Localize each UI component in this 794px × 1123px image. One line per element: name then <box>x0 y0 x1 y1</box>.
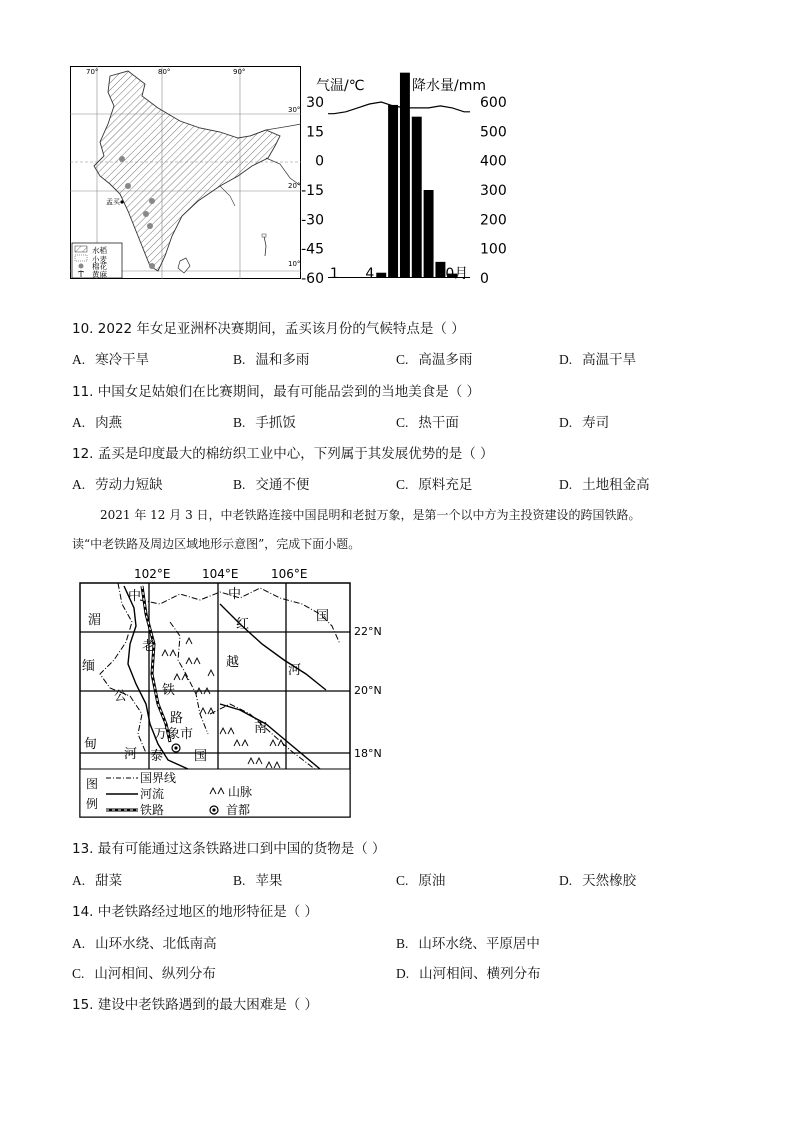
q11-option-b[interactable]: B. 手抓饭 <box>233 415 296 431</box>
y-right-tick: 600 <box>480 95 507 111</box>
label-lu: 路 <box>170 711 184 726</box>
y-left-tick: -45 <box>301 241 324 258</box>
q13-option-d[interactable]: D. 天然橡胶 <box>559 873 637 889</box>
lon-label-104: 104°E <box>202 567 239 581</box>
city-label-mumbai: 孟买 <box>106 198 120 206</box>
q13-option-c[interactable]: C. 原油 <box>396 873 446 889</box>
lat-label-20: 20° <box>288 182 301 190</box>
q15-stem: 15. 建设中老铁路遇到的最大困难是（ ） <box>72 997 319 1013</box>
q14-stem: 14. 中老铁路经过地区的地形特征是（ ） <box>72 904 319 920</box>
legend-railway: 铁路 <box>140 803 165 817</box>
y-left-tick: -15 <box>301 183 324 199</box>
legend-cotton: 棉花 <box>92 262 107 271</box>
label-tai: 泰 <box>150 749 164 764</box>
y-left-tick: -60 <box>301 271 324 287</box>
precip-bar <box>400 73 410 278</box>
label-nan: 南 <box>254 721 268 736</box>
lon-label-106: 106°E <box>271 567 308 581</box>
q11-option-c[interactable]: C. 热干面 <box>396 415 459 431</box>
q12-option-d[interactable]: D. 土地租金高 <box>559 477 650 493</box>
y-right-tick: 500 <box>480 124 507 141</box>
y-right-tick: 200 <box>480 212 507 229</box>
temperature-line <box>328 102 470 114</box>
label-zhong-2: 中 <box>228 587 242 602</box>
q11-option-a[interactable]: A. 肉燕 <box>72 415 123 431</box>
label-hong: 红 <box>236 617 250 632</box>
q13-option-b[interactable]: B. 苹果 <box>233 873 283 889</box>
q12-option-a[interactable]: A. 劳动力短缺 <box>72 477 163 493</box>
x-tick: 7 <box>400 266 410 282</box>
q11-option-d[interactable]: D. 寿司 <box>559 415 610 431</box>
q13-option-a[interactable]: A. 甜菜 <box>72 873 123 889</box>
y-right-tick: 100 <box>480 241 507 258</box>
x-tick: 1 <box>329 266 339 282</box>
legend-title-1: 图 <box>86 777 99 791</box>
y-left-tick: 30 <box>306 95 324 111</box>
label-zhong-1: 中 <box>128 589 142 604</box>
india-map <box>70 66 302 280</box>
q10-option-c[interactable]: C. 高温多雨 <box>396 352 473 368</box>
q13-stem: 13. 最有可能通过这条铁路进口到中国的货物是（ ） <box>72 841 386 857</box>
lat-label-30: 30° <box>288 106 301 114</box>
legend-title-2: 例 <box>86 797 99 811</box>
label-mian-1: 湄 <box>88 613 102 628</box>
y-left-label: 气温/℃ <box>316 78 365 94</box>
q10-option-b[interactable]: B. 温和多雨 <box>233 352 310 368</box>
y-left-tick: -30 <box>301 212 324 229</box>
legend-wheat: 小麦 <box>92 255 107 264</box>
q12-stem: 12. 孟买是印度最大的棉纺织工业中心，下列属于其发展优势的是（ ） <box>72 446 494 462</box>
lat-label-20: 20°N <box>354 684 382 697</box>
y-left-tick: 15 <box>306 124 324 141</box>
climate-chart <box>301 66 507 287</box>
legend-jute: 黄麻 <box>92 270 107 279</box>
q14-option-a[interactable]: A. 山环水绕、北低南高 <box>72 936 217 952</box>
label-yue: 越 <box>226 655 240 670</box>
label-lao: 老 <box>142 639 156 654</box>
legend-mountain: 山脉 <box>228 785 253 799</box>
lat-label-22: 22°N <box>354 625 382 638</box>
q10-option-d[interactable]: D. 高温干旱 <box>559 352 637 368</box>
passage-line-1: 2021 年 12 月 3 日，中老铁路连接中国昆明和老挝万象，是第一个以中方为主投资建设的跨国铁路。 <box>100 508 641 522</box>
q12-option-c[interactable]: C. 原料充足 <box>396 477 473 493</box>
label-he-2: 河 <box>288 663 302 678</box>
q10-option-a[interactable]: A. 寒冷干旱 <box>72 352 150 368</box>
q14-option-d[interactable]: D. 山河相间、横列分布 <box>396 966 541 982</box>
label-guo-1: 国 <box>316 609 330 624</box>
label-he-1: 河 <box>124 747 138 762</box>
label-capital: 万象市 <box>154 727 194 742</box>
y-right-tick: 0 <box>480 271 489 287</box>
label-dian: 甸 <box>84 737 98 752</box>
legend-capital: 首都 <box>226 803 251 817</box>
q11-stem: 11. 中国女足姑娘们在比赛期间，最有可能品尝到的当地美食是（ ） <box>72 384 481 400</box>
q14-option-b[interactable]: B. 山环水绕、平原居中 <box>396 936 540 952</box>
y-right-label: 降水量/mm <box>412 78 486 94</box>
x-tick: 4 <box>365 266 375 282</box>
precip-bar <box>412 117 422 278</box>
lat-label-10: 10° <box>288 260 301 268</box>
q14-option-c[interactable]: C. 山河相间、纵列分布 <box>72 966 216 982</box>
legend-border: 国界线 <box>140 771 177 785</box>
y-left-tick: 0 <box>315 153 324 170</box>
label-gong: 公 <box>114 689 128 704</box>
lon-label-70: 70° <box>86 68 99 76</box>
lat-label-18: 18°N <box>354 747 382 760</box>
precip-bar <box>388 105 398 278</box>
label-mian-2: 缅 <box>82 659 96 674</box>
passage-line-2: 读“中老铁路及周边区域地形示意图”，完成下面小题。 <box>72 537 361 551</box>
precip-bar <box>424 190 434 278</box>
q12-option-b[interactable]: B. 交通不便 <box>233 477 310 493</box>
x-tick: 10月 <box>436 266 469 282</box>
legend-rice: 水稻 <box>92 246 107 255</box>
y-right-tick: 300 <box>480 183 507 199</box>
china-laos-railway-map <box>70 564 382 822</box>
q10-stem: 10. 2022 年女足亚洲杯决赛期间，孟买该月份的气候特点是（ ） <box>72 321 465 337</box>
y-right-tick: 400 <box>480 153 507 170</box>
lon-label-90: 90° <box>233 68 246 76</box>
legend-river: 河流 <box>140 787 165 801</box>
lon-label-102: 102°E <box>134 567 171 581</box>
label-tie: 铁 <box>162 683 176 698</box>
lon-label-80: 80° <box>158 68 171 76</box>
label-guo-2: 国 <box>194 749 208 764</box>
